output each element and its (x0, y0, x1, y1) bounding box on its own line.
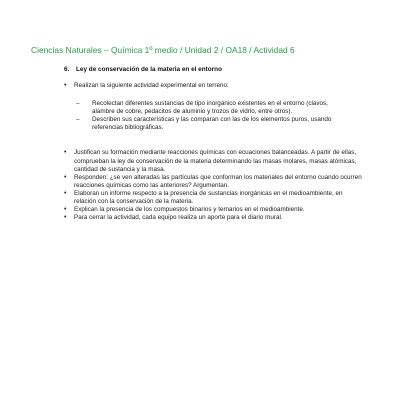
list-item (64, 174, 364, 190)
list-item (64, 206, 364, 214)
section-number: 6. (64, 66, 70, 73)
dash-marker: – (76, 100, 80, 108)
dash-marker: – (76, 116, 80, 124)
bullet-text: Elaboran un informe respecto a la presencia de sustancias inorgánicas en el medioambiente, en relación con la conservación de la materia. (74, 189, 343, 206)
bullet-text: Explican la presencia de los compuestos binarios y ternarios en el medioambiente. (74, 206, 305, 214)
sub-list-item (64, 116, 342, 132)
list-item (64, 214, 364, 222)
section-heading (64, 66, 222, 73)
sub-list-item (64, 100, 342, 116)
activity-content (64, 82, 364, 222)
bullet-text: Para cerrar la actividad, cada equipo realiza un aporte para el diario mural. (74, 214, 283, 222)
breadcrumb: Ciencias Naturales – Química 1º medio / Unidad 2 / OA18 / Actividad 6 (31, 45, 295, 55)
list-item (64, 190, 364, 206)
sub-item-text: Recolectan diferentes sustancias de tipo inorgánico existentes en el entorno (clavos, alambre de cobre, pedacitos de aluminio y trozos de vidrio, entre otros). (92, 100, 328, 116)
intro-bullet-text: Realizan la siguiente actividad experimental en terreno: (74, 82, 229, 89)
bullet-text: Justifican su formación mediante reacciones químicas con ecuaciones balanceadas. A partir de ellas, comprueban la ley de conservación de la materia determinando las masas molares, masas atómicas, cantidad de sustancia y la masa. (74, 149, 357, 173)
list-item (64, 149, 364, 173)
bullet-text: Responden: ¿se ven alteradas las partículas que conforman los materiales del entorno cuando ocurren reacciones químicas como las anteriores? Argumentan. (74, 173, 362, 189)
sub-list (64, 100, 364, 132)
sub-item-text: Describen sus características y las comparan con las de los elementos puros, usando referencias bibliográficas. (92, 116, 332, 132)
section-title: Ley de conservación de la materia en el entorno (76, 66, 222, 73)
bullet-list (64, 149, 364, 222)
list-item (64, 82, 364, 90)
